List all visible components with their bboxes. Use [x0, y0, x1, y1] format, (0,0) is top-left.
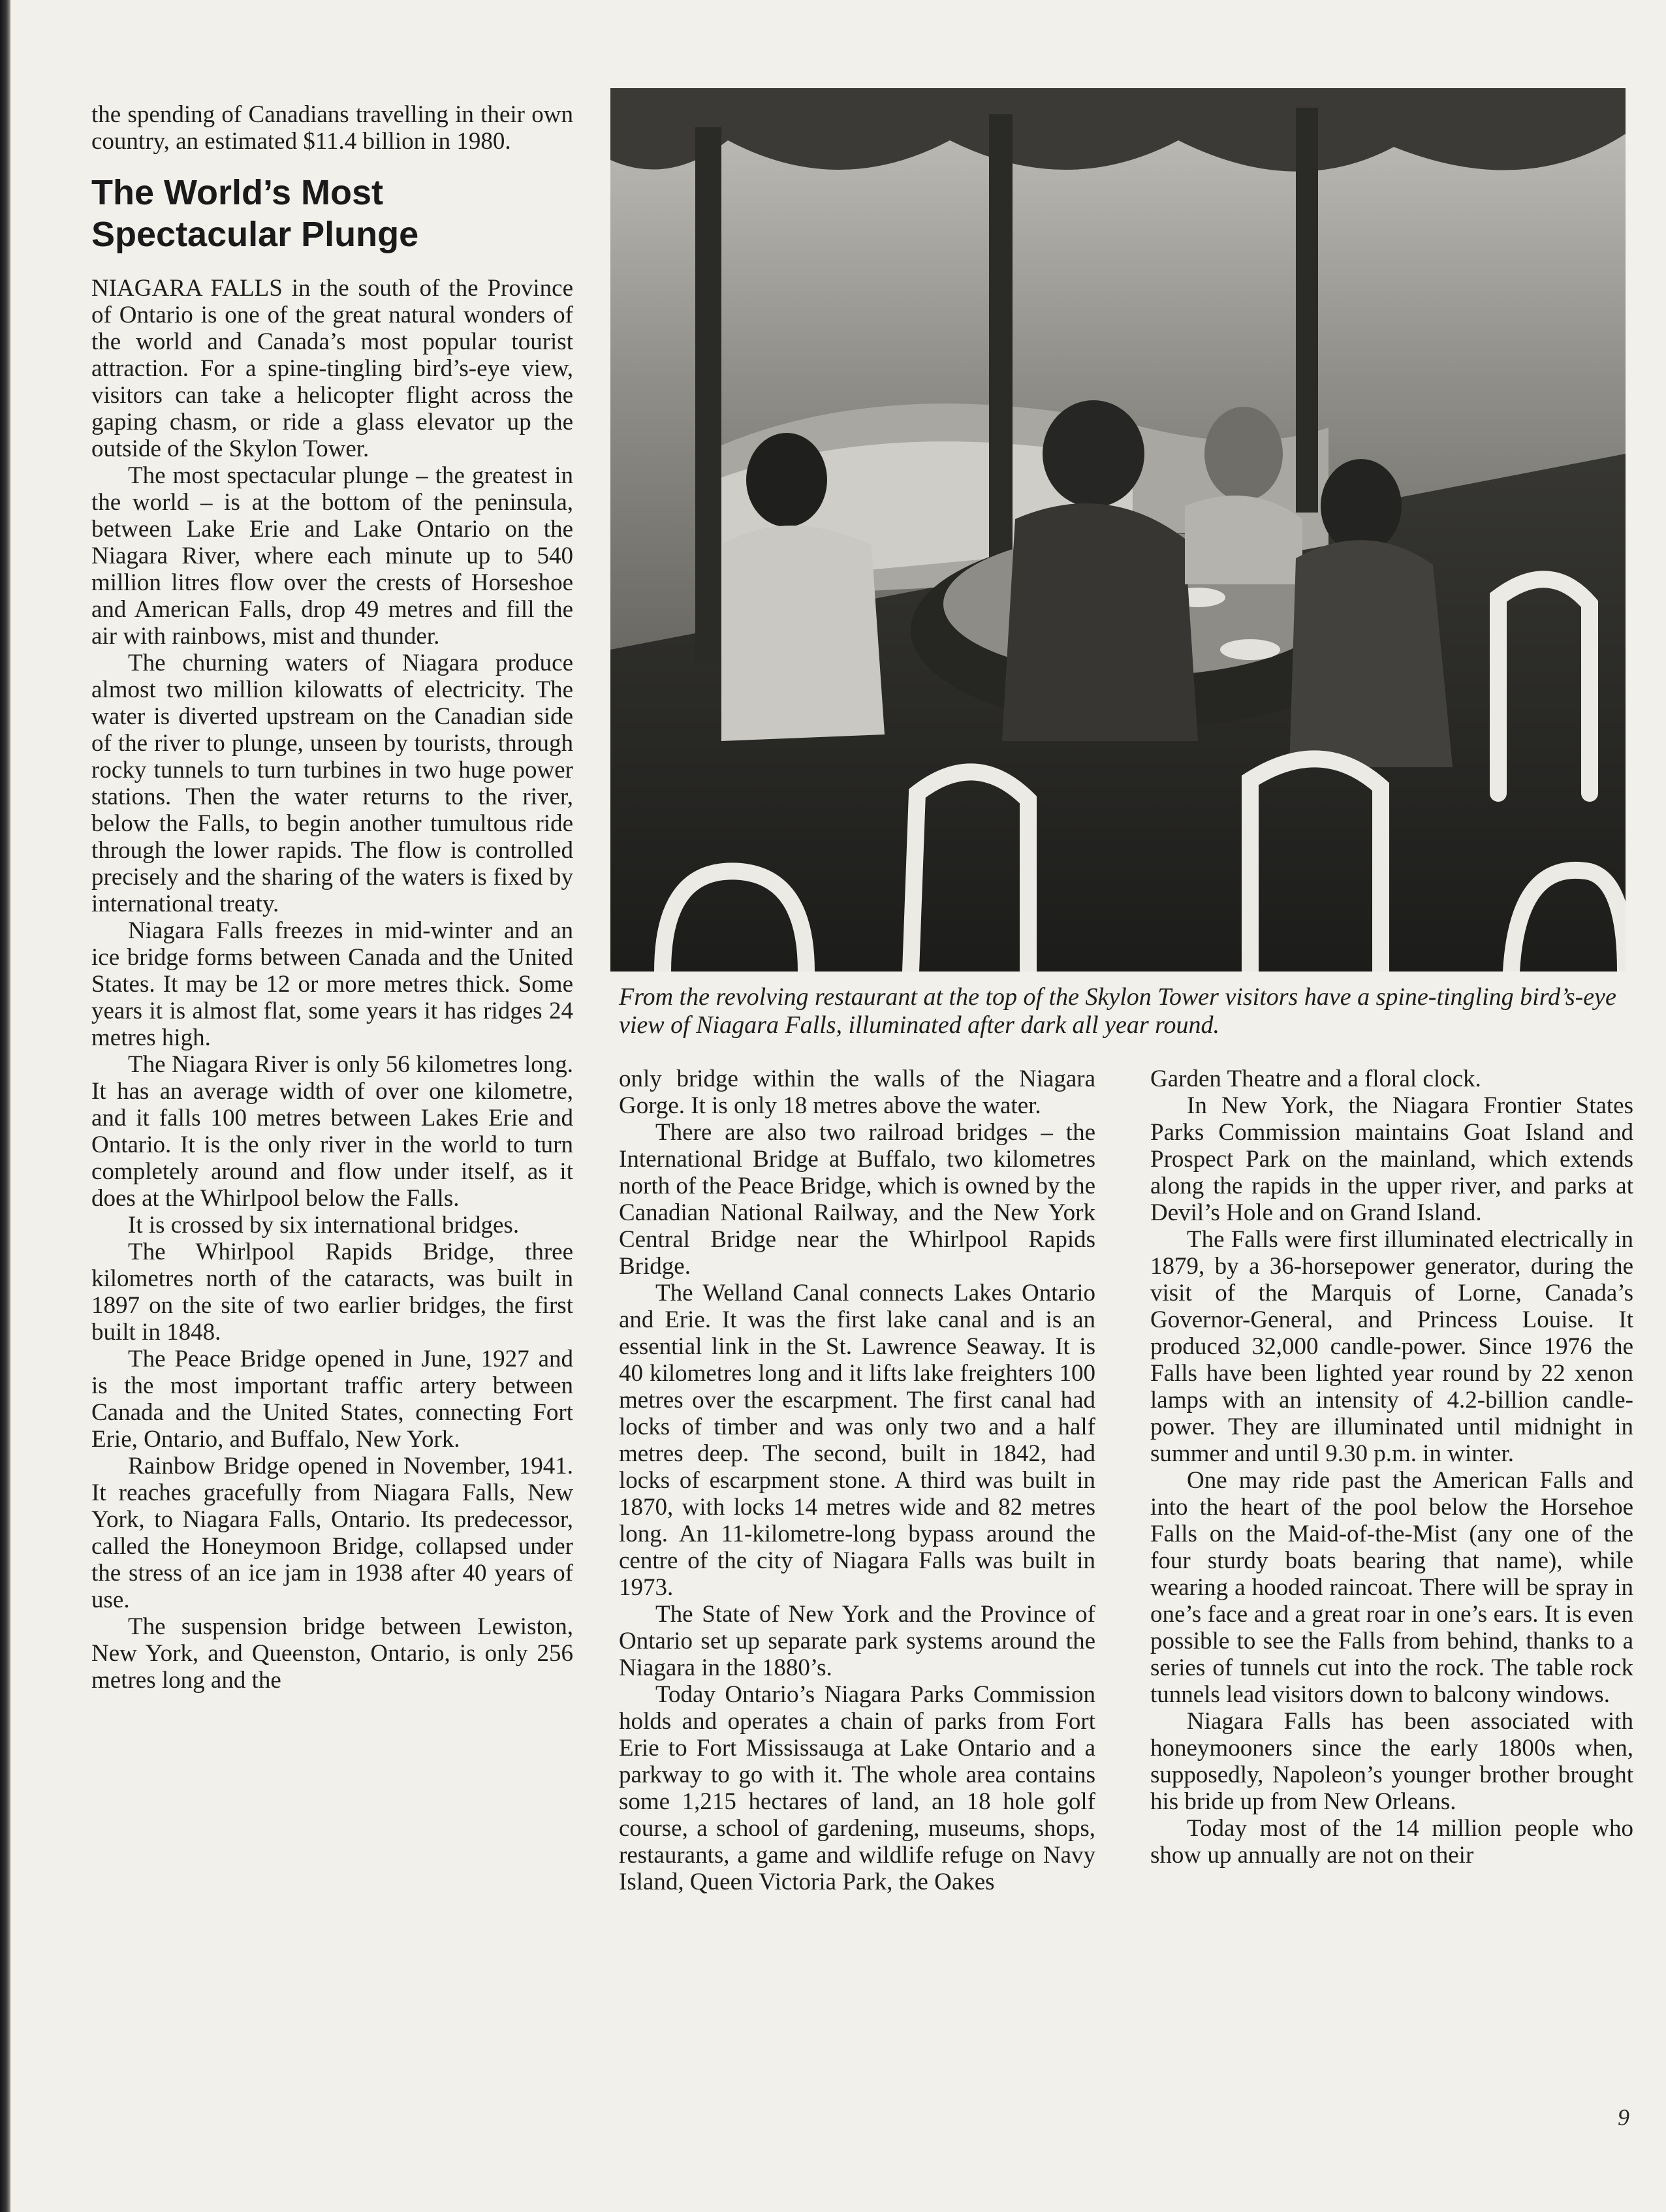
paragraph: It is crossed by six international bridges.: [128, 1212, 520, 1239]
column-1: [91, 101, 573, 1694]
paragraph: The most spectacular plunge – the greatest in the world – is at the bottom of the peninsula, between Lake Erie and Lake Ontario on the Niagara River, where each minute up to 540 million litres flow over the crests of Horseshoe and American Falls, drop 49 metres and fill the air with rainbows, mist and thunder.: [91, 462, 573, 650]
intro-paragraph: the spending of Canadians travelling in their own country, an estimated $11.4 billion in 1980.: [91, 101, 573, 155]
photo-caption: From the revolving restaurant at the top of the Skylon Tower visitors have a spine-tingling bird’s-eye view of Niagara Falls, illuminated after dark all year round.: [619, 983, 1616, 1039]
paragraph: The churning waters of Niagara produce almost two million kilowatts of electricity. The water is diverted upstream on the Canadian side of the river to plunge, unseen by tourists, through rocky tunnels to turn turbines in two huge power stations. Then the water returns to the river, below the Falls, to begin another tumultous ride through the lower rapids. The flow is controlled precisely and the sharing of the waters is fixed by international treaty.: [91, 650, 573, 917]
skylon-restaurant-photo: [610, 88, 1626, 972]
paragraph: The State of New York and the Province of Ontario set up separate park systems around the Niagara in the 1880’s.: [619, 1601, 1095, 1681]
page-binding-edge: [0, 0, 10, 2212]
paragraph: Rainbow Bridge opened in November, 1941. It reaches gracefully from Niagara Falls, New York, to Niagara Falls, Ontario. Its predecessor, called the Honeymoon Bridge, collapsed under the stress of an ice jam in 1938 after 40 years of use.: [91, 1453, 573, 1613]
paragraph: Niagara Falls has been associated with honeymooners since the early 1800s when, supposedly, Napoleon’s younger brother brought his bride up from New Orleans.: [1150, 1708, 1633, 1815]
paragraph: The Niagara River is only 56 kilometres long. It has an average width of over one kilometre, and it falls 100 metres between Lakes Erie and Ontario. It is the only river in the world to turn completely around and flow under itself, as it does at the Whirlpool below the Falls.: [91, 1051, 573, 1212]
photo-illustration: [610, 88, 1626, 972]
paragraph: The Falls were first illuminated electrically in 1879, by a 36-horsepower generator, during the visit of the Marquis of Lorne, Canada’s Governor-General, and Princess Louise. It produced 32,000 candle-power. Since 1976 the Falls have been lighted year round by 22 xenon lamps with an intensity of 4.2-billion candle-power. They are illuminated until midnight in summer and until 9.30 p.m. in winter.: [1150, 1226, 1633, 1467]
column-2: [619, 1066, 1095, 1895]
paragraph: Garden Theatre and a floral clock.: [1150, 1066, 1481, 1092]
paragraph: Today most of the 14 million people who show up annually are not on their: [1150, 1815, 1633, 1869]
paragraph: NIAGARA FALLS in the south of the Province of Ontario is one of the great natural wonders of the world and Canada’s most popular tourist attraction. For a spine-tingling bird’s-eye view, visitors can take a helicopter flight across the gaping chasm, or ride a glass elevator up the outside of the Skylon Tower.: [91, 275, 573, 462]
paragraph: only bridge within the walls of the Niagara Gorge. It is only 18 metres above the water.: [619, 1066, 1095, 1119]
paragraph: One may ride past the American Falls and into the heart of the pool below the Horsehoe Falls on the Maid-of-the-Mist (any one of the four sturdy boats bearing that name), while wearing a hooded raincoat. There will be spray in one’s face and a great roar in one’s ears. It is even possible to see the Falls from behind, thanks to a series of tunnels cut into the rock. The table rock tunnels lead visitors down to balcony windows.: [1150, 1467, 1633, 1708]
paragraph: Today Ontario’s Niagara Parks Commission holds and operates a chain of parks from Fort Erie to Fort Mississauga at Lake Ontario and a parkway to go with it. The whole area contains some 1,215 hectares of land, an 18 hole golf course, a school of gardening, museums, shops, restaurants, a game and wildlife refuge on Navy Island, Queen Victoria Park, the Oakes: [619, 1681, 1095, 1895]
paragraph: The suspension bridge between Lewiston, New York, and Queenston, Ontario, is only 256 metres long and the: [91, 1613, 573, 1694]
paragraph: There are also two railroad bridges – the International Bridge at Buffalo, two kilometres north of the Peace Bridge, which is owned by the Canadian National Railway, and the New York Central Bridge near the Whirlpool Rapids Bridge.: [619, 1119, 1095, 1280]
paragraph: The Welland Canal connects Lakes Ontario and Erie. It was the first lake canal and is an essential link in the St. Lawrence Seaway. It is 40 kilometres long and it lifts lake freighters 100 metres over the escarpment. The first canal had locks of timber and was only two and a half metres deep. The second, built in 1842, had locks of escarpment stone. A third was built in 1870, with locks 14 metres wide and 82 metres long. An 11-kilometre-long bypass around the centre of the city of Niagara Falls was built in 1973.: [619, 1280, 1095, 1601]
paragraph: In New York, the Niagara Frontier States Parks Commission maintains Goat Island and Prospect Park on the mainland, which extends along the rapids in the upper river, and parks at Devil’s Hole and on Grand Island.: [1150, 1092, 1633, 1226]
paragraph: The Peace Bridge opened in June, 1927 and is the most important traffic artery between Canada and the United States, connecting Fort Erie, Ontario, and Buffalo, New York.: [91, 1346, 573, 1453]
page-number: 9: [1618, 2104, 1629, 2130]
column-3: [1150, 1066, 1633, 1869]
paragraph: The Whirlpool Rapids Bridge, three kilometres north of the cataracts, was built in 1897 on the site of two earlier bridges, the first built in 1848.: [91, 1239, 573, 1346]
paragraph: Niagara Falls freezes in mid-winter and an ice bridge forms between Canada and the United States. It may be 12 or more metres thick. Some years it is almost flat, some years it has ridges 24 metres high.: [91, 917, 573, 1051]
article-heading: The World’s Most Spectacular Plunge: [91, 173, 419, 254]
